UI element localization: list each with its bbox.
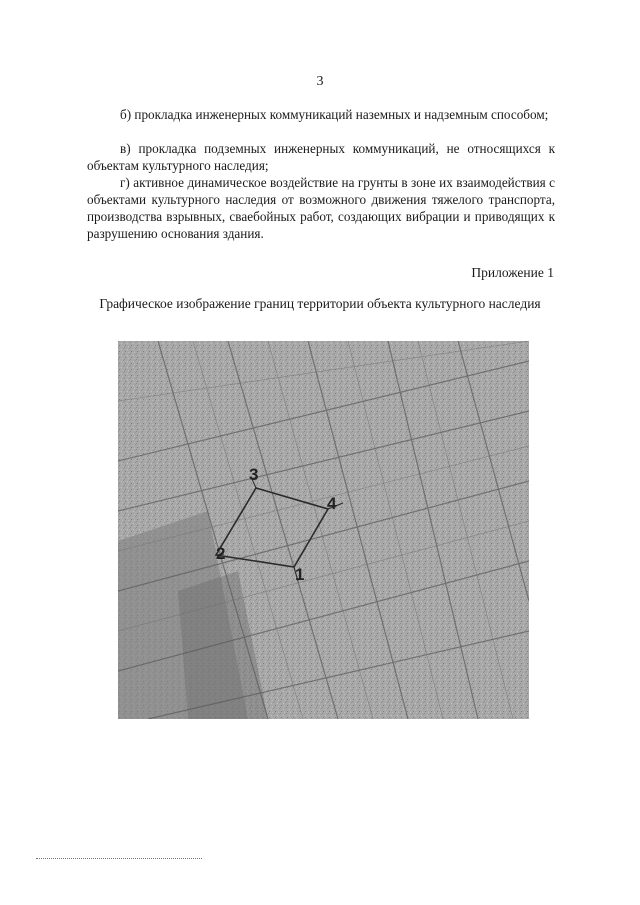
page-number: 3 [316,74,324,89]
figure-caption: Графическое изображение границ территории объекта культурного наследия [99,296,541,311]
boundary-map [118,341,529,719]
map-point-label-3: 3 [249,465,259,484]
paragraph-b: б) прокладка инженерных коммуникаций наземных и надземным способом; [120,107,549,122]
map-point-label-4: 4 [327,494,337,513]
appendix-label: Приложение 1 [471,265,554,280]
paragraph-g: г) активное динамическое воздействие на грунты в зоне их взаимодействия с объектами культурного наследия от возможного движения тяжелого транспорта, производства взрывных, свaeбойных работ, создающих вибрации и приводящих к разрушению основания здания. [87,175,555,241]
map-point-label-2: 2 [216,544,226,563]
footer-rule [36,858,202,859]
paragraph-v: в) прокладка подземных инженерных коммуникаций, не относящихся к объектам культурного наследия; [87,141,555,173]
map-point-label-1: 1 [295,565,305,584]
